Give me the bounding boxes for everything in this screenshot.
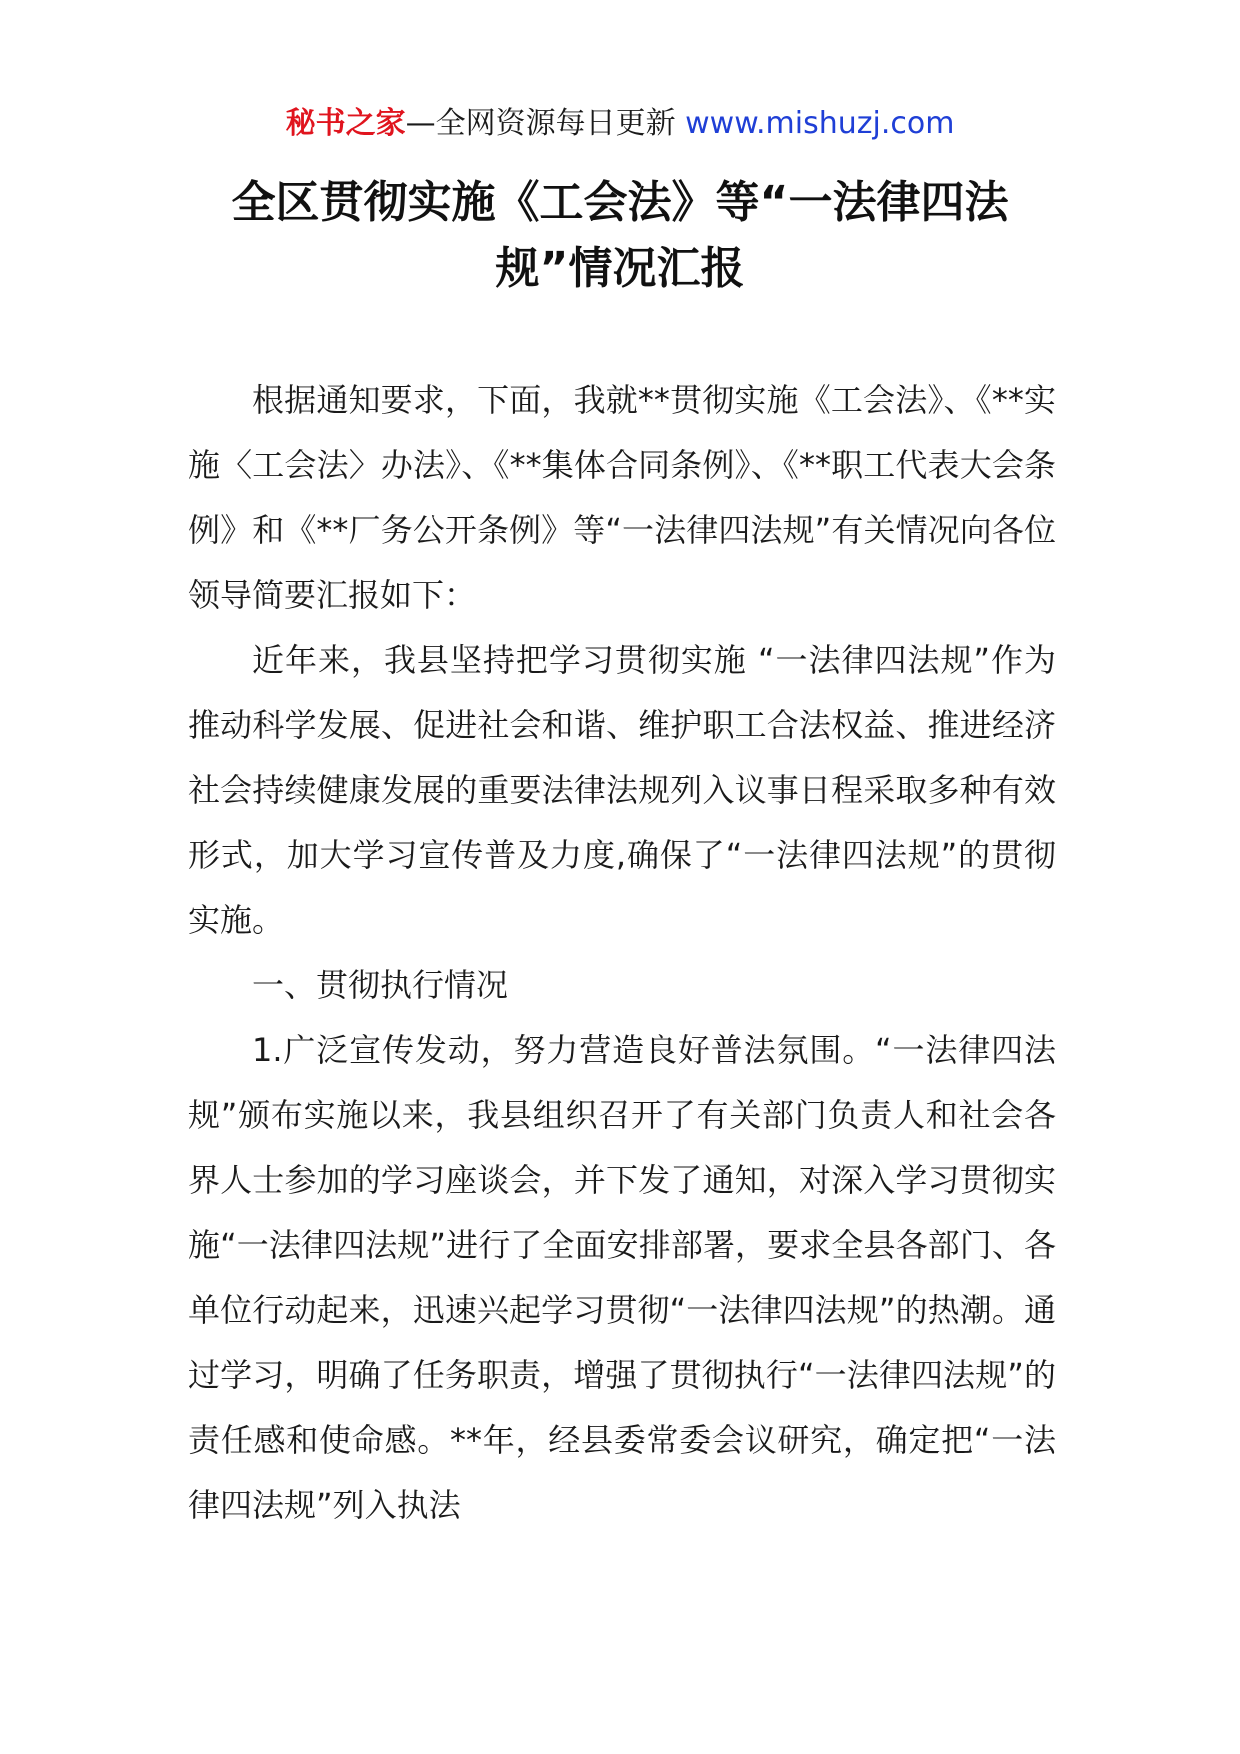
site-brand: 秘书之家 xyxy=(285,106,406,141)
section-heading: 一、贯彻执行情况 xyxy=(252,966,509,1004)
document-title: 全区贯彻实施《工会法》等“一法律四法规”情况汇报 xyxy=(231,177,1009,294)
document-body xyxy=(188,368,1056,1538)
paragraph-overview: 近年来，我县坚持把学习贯彻实施 “一法律四法规”作为推动科学发展、促进社会和谐、维护职工合法权益、推进经济社会持续健康发展的重要法律法规列入议事日程采取多种有效形式，加大学习宣传普及力度,确保了“一法律四法规”的贯彻实施。 xyxy=(188,641,1056,939)
paragraph-intro: 根据通知要求，下面，我就**贯彻实施《工会法》、《**实施〈工会法〉办法》、《**集体合同条例》、《**职工代表大会条例》和《**厂务公开条例》等“一法律四法规”有关情况向各位领导简要汇报如下： xyxy=(188,381,1056,614)
site-header xyxy=(0,100,1240,148)
site-tagline: —全网资源每日更新 xyxy=(405,106,676,141)
paragraph-section-1: 1.广泛宣传发动，努力营造良好普法氛围。“一法律四法规”颁布实施以来，我县组织召开了有关部门负责人和社会各界人士参加的学习座谈会，并下发了通知，对深入学习贯彻实施“一法律四法规”进行了全面安排部署，要求全县各部门、各单位行动起来，迅速兴起学习贯彻“一法律四法规”的热潮。通过学习，明确了任务职责，增强了贯彻执行“一法律四法规”的责任感和使命感。**年，经县委常委会议研究，确定把“一法律四法规”列入执法 xyxy=(188,1031,1056,1524)
site-url-link[interactable]: www.mishuzj.com xyxy=(685,106,955,141)
